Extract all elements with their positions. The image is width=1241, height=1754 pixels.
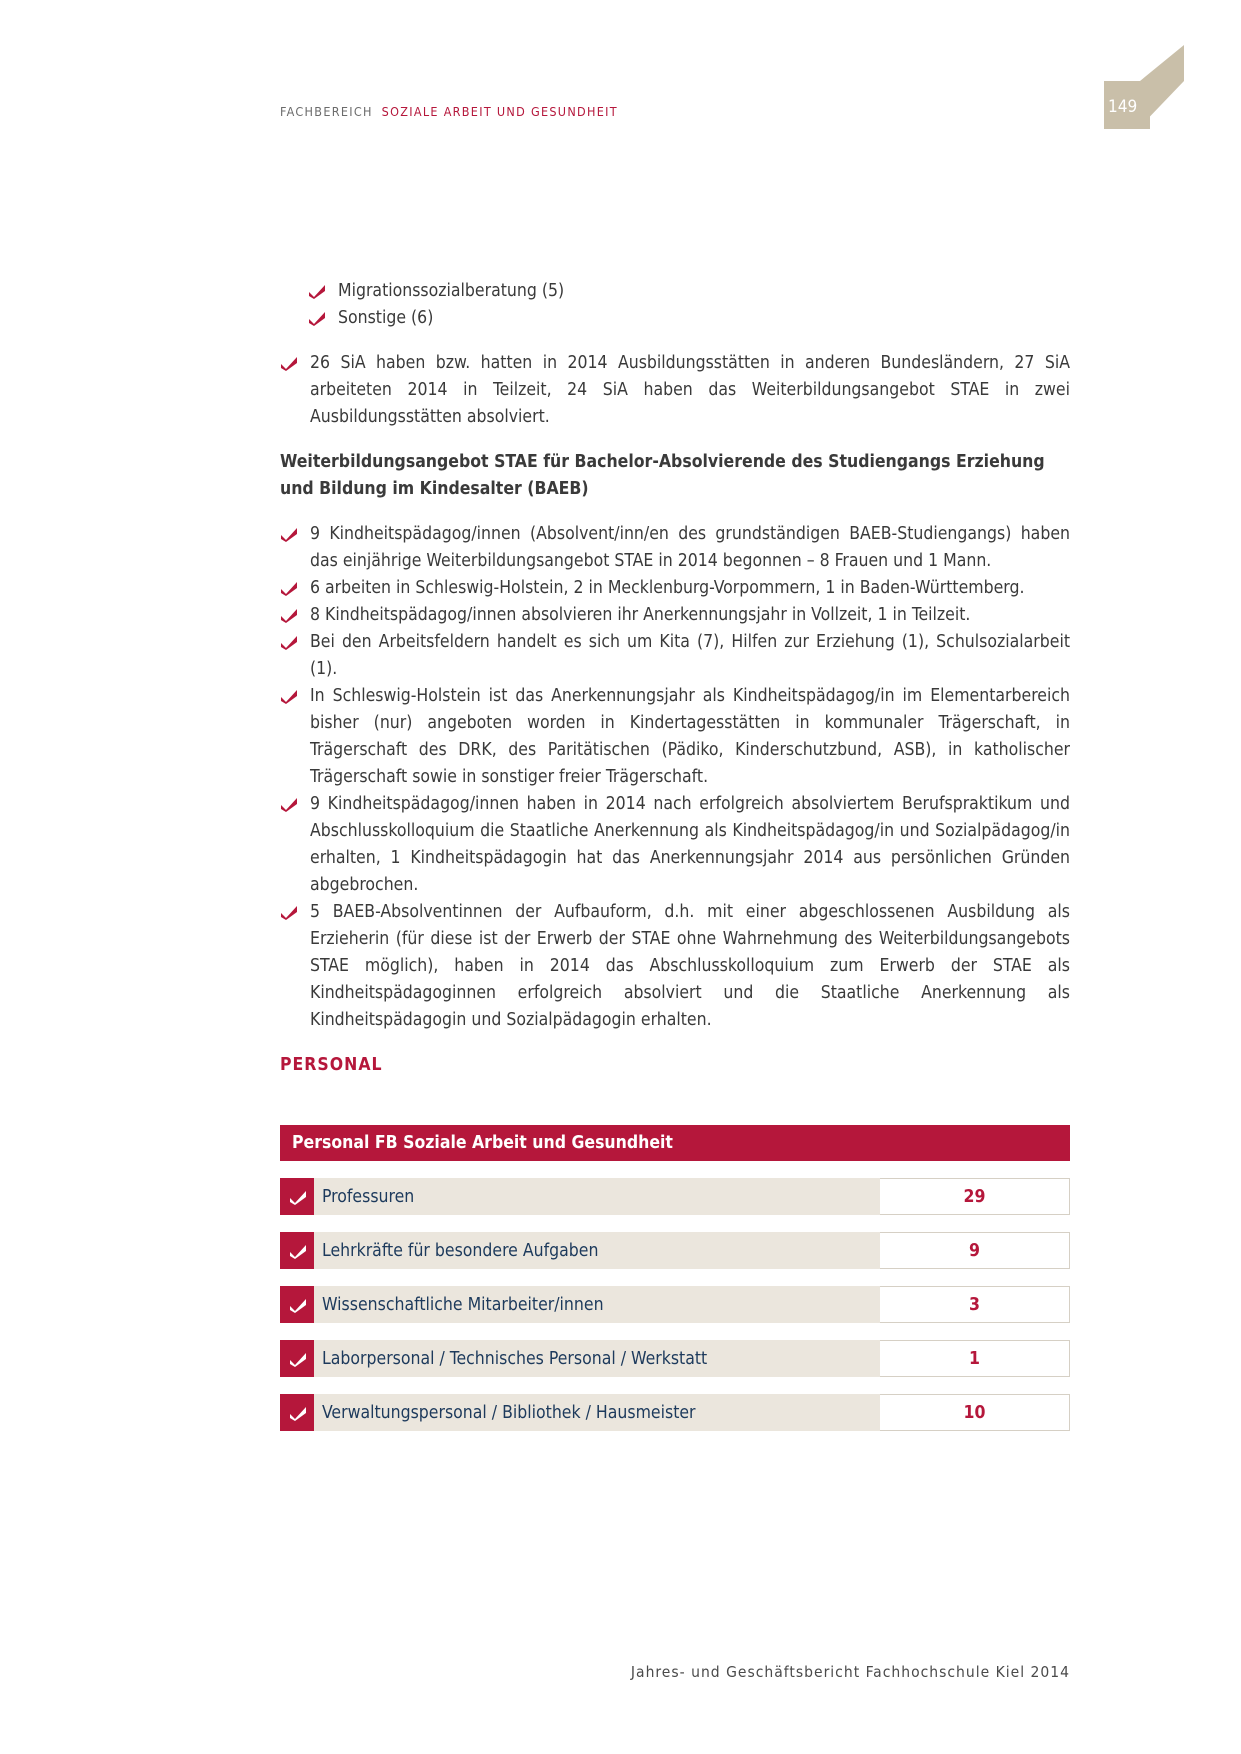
table-row <box>280 1394 1070 1431</box>
row-label: Wissenschaftliche Mitarbeiter/innen <box>314 1286 880 1323</box>
row-value: 9 <box>880 1232 1070 1269</box>
list-item: 8 Kindheitspädagog/innen absolvieren ihr Anerkennungsjahr in Vollzeit, 1 in Teilzeit. <box>280 602 1070 629</box>
header-section: SOZIALE ARBEIT UND GESUNDHEIT <box>381 104 618 119</box>
row-value: 29 <box>880 1178 1070 1215</box>
page-footer: Jahres- und Geschäftsbericht Fachhochschule Kiel 2014 <box>630 1663 1070 1681</box>
list-item: Sonstige (6) <box>280 305 1070 332</box>
row-label: Verwaltungspersonal / Bibliothek / Hausmeister <box>314 1394 880 1431</box>
section-heading: Weiterbildungsangebot STAE für Bachelor-Absolvierende des Studiengangs Erziehung und Bildung im Kindesalter (BAEB) <box>280 452 1045 499</box>
list-item: 26 SiA haben bzw. hatten in 2014 Ausbildungsstätten in anderen Bundesländern, 27 SiA arbeiteten 2014 in Teilzeit, 24 SiA haben das Weiterbildungsangebot STAE in zwei Ausbildungsstätten absolviert. <box>280 350 1070 431</box>
row-label: Laborpersonal / Technisches Personal / Werkstatt <box>314 1340 880 1377</box>
main-content <box>280 278 1070 1079</box>
personal-table <box>280 1125 1070 1431</box>
table-row <box>280 1340 1070 1377</box>
checkmark-icon <box>280 355 298 371</box>
row-label: Lehrkräfte für besondere Aufgaben <box>314 1232 880 1269</box>
checkmark-icon <box>289 1243 307 1259</box>
list-item: 5 BAEB-Absolventinnen der Aufbauform, d.h. mit einer abgeschlossenen Ausbildung als Erzieherin (für diese ist der Erwerb der STAE ohne Wahrnehmung des Weiterbildungsangebots STAE möglich), haben in 2014 das Abschlusskolloquium zum Erwerb der STAE als Kindheitspädagoginnen erfolgreich absolviert und die Staatliche Anerkennung als Kindheitspädagogin und Sozialpädagogin erhalten. <box>280 899 1070 1034</box>
list-item: 6 arbeiten in Schleswig-Holstein, 2 in Mecklenburg-Vorpommern, 1 in Baden-Württemberg. <box>280 575 1070 602</box>
checkmark-icon <box>289 1351 307 1367</box>
list-item: 9 Kindheitspädagog/innen (Absolvent/inn/en des grundständigen BAEB-Studiengangs) haben das einjährige Weiterbildungsangebot STAE in 2014 begonnen – 8 Frauen und 1 Mann. <box>280 521 1070 575</box>
checkmark-icon <box>280 526 298 542</box>
checkmark-icon <box>280 688 298 704</box>
checkmark-icon <box>280 634 298 650</box>
row-value: 3 <box>880 1286 1070 1323</box>
checkmark-icon <box>289 1297 307 1313</box>
checkmark-icon <box>280 796 298 812</box>
checkmark-icon <box>289 1189 307 1205</box>
checkmark-icon <box>308 283 326 299</box>
checkmark-icon <box>308 310 326 326</box>
table-row <box>280 1232 1070 1269</box>
row-value: 10 <box>880 1394 1070 1431</box>
row-label: Professuren <box>314 1178 880 1215</box>
row-value: 1 <box>880 1340 1070 1377</box>
list-item: Migrationssozialberatung (5) <box>280 278 1070 305</box>
list-item: Bei den Arbeitsfeldern handelt es sich um Kita (7), Hilfen zur Erziehung (1), Schulsozialarbeit (1). <box>280 629 1070 683</box>
header-prefix: FACHBEREICH <box>280 104 373 119</box>
page-number: 149 <box>1108 97 1138 117</box>
list-item: 9 Kindheitspädagog/innen haben in 2014 nach erfolgreich absolviertem Berufspraktikum und Abschlusskolloquium die Staatliche Anerkennung als Kindheitspädagog/in und Sozialpädagog/in erhalten, 1 Kindheitspädagogin hat das Anerkennungsjahr 2014 aus persönlichen Gründen abgebrochen. <box>280 791 1070 899</box>
checkmark-icon <box>280 904 298 920</box>
list-item: In Schleswig-Holstein ist das Anerkennungsjahr als Kindheitspädagog/in im Elementarbereich bisher (nur) angeboten worden in Kindertagesstätten in kommunaler Trägerschaft, in Trägerschaft des DRK, des Paritätischen (Pädiko, Kinderschutzbund, ASB), in katholischer Trägerschaft sowie in sonstiger freier Trägerschaft. <box>280 683 1070 791</box>
running-header <box>280 104 618 119</box>
table-row <box>280 1178 1070 1215</box>
personal-heading: PERSONAL <box>280 1055 383 1075</box>
checkmark-icon <box>289 1405 307 1421</box>
checkmark-icon <box>280 580 298 596</box>
table-row <box>280 1286 1070 1323</box>
checkmark-icon <box>280 607 298 623</box>
table-title: Personal FB Soziale Arbeit und Gesundheit <box>280 1125 1070 1161</box>
